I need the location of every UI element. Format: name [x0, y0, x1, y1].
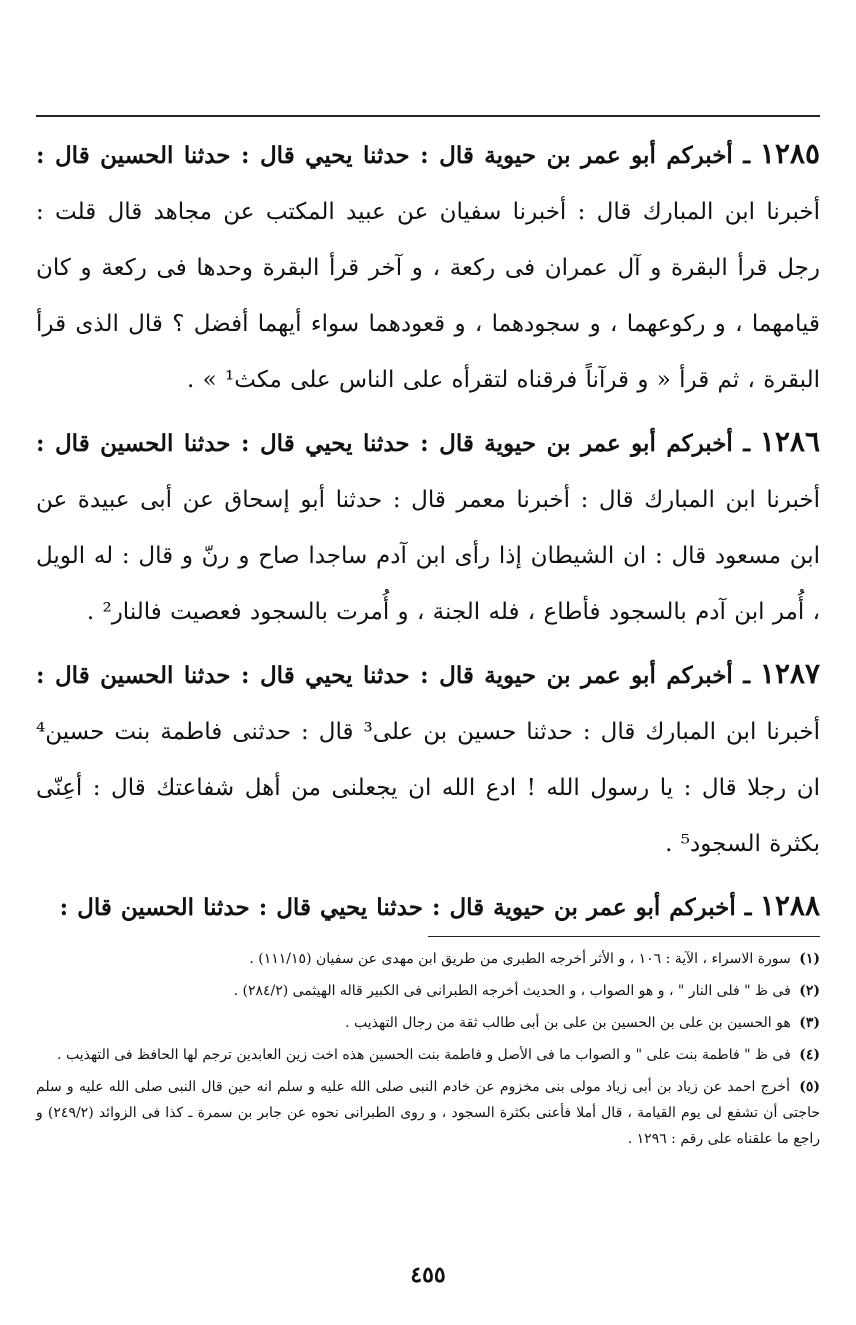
footnote-mark: (١)	[799, 951, 820, 967]
hadith-number: ١٢٨٦	[759, 425, 820, 458]
footnote	[36, 1010, 820, 1036]
footnote-text: سورة الاسراء ، الآية : ١٠٦ ، و الأثر أخرجه الطبرى من طريق ابن مهدى عن سفيان (١١١/١٥) .	[249, 951, 791, 967]
footnote-mark: (٣)	[799, 1015, 820, 1031]
hadith-text: أخبرنا ابن المبارك قال : أخبرنا معمر قال : حدثنا أبو إسحاق عن أبى عبيدة عن ابن مسعود قال : ان الشيطان إذا رأى ابن آدم ساجدا صاح و رنّ و قال : له الويل ، أُمر ابن آدم بالسجود فأطاع ، فله الجنة ، و أُمرت بالسجود فعصيت فالنار² .	[36, 487, 820, 625]
footnote-text: فى ظ " فلى النار " ، و هو الصواب ، و الحديث أخرجه الطبرانى فى الكبير قاله الهيثمى (٢٨٤/٢) .	[233, 983, 791, 999]
footnote-text: فى ظ " فاطمة بنت على " و الصواب ما فى الأصل و فاطمة بنت الحسين هذه اخت زين العابدين ترجم لها الحافظ فى التهذيب .	[57, 1047, 791, 1063]
hadith-entry: ١٢٨٥ ـ أخبركم أبو عمر بن حيوية قال : حدثنا يحيي قال : حدثنا الحسين قال : أخبرنا ابن المبارك قال : أخبرنا سفيان عن عبيد المكتب عن مجاهد قال قلت : رجل قرأ البقرة و آل عمران فى ركعة ، و آخر قرأ البقرة وحدها فى ركعة و كان قيامهما ، و ركوعهما ، و سجودهما ، و قعودهما سواء أيهما أفضل ؟ قال الذى قرأ البقرة ، ثم قرأ « و قرآناً فرقناه لتقرأه على الناس على مكث¹ » .	[36, 137, 820, 393]
main-text	[36, 126, 820, 942]
hadith-number: ١٢٨٨	[759, 889, 820, 922]
footnote-mark: (٢)	[799, 983, 820, 999]
hadith-lead: أخبركم أبو عمر بن حيوية قال : حدثنا يحيي قال : حدثنا الحسين قال :	[36, 662, 733, 689]
header-rule	[36, 115, 820, 117]
hadith-lead: أخبركم أبو عمر بن حيوية قال : حدثنا يحيي قال : حدثنا الحسين قال :	[36, 430, 733, 457]
hadith-text: أخبرنا ابن المبارك قال : حدثنا حسين بن على³ قال : حدثنى فاطمة بنت حسين⁴ ان رجلا قال : يا رسول الله ! ادع الله ان يجعلنى من أهل شفاعتك قال : أعِنّى بكثرة السجود⁵ .	[36, 719, 820, 857]
hadith-text: أخبرنا ابن المبارك قال : أخبرنا سفيان عن عبيد المكتب عن مجاهد قال قلت : رجل قرأ البقرة و آل عمران فى ركعة ، و آخر قرأ البقرة وحدها فى ركعة و كان قيامهما ، و ركوعهما ، و سجودهما ، و قعودهما سواء أيهما أفضل ؟ قال الذى قرأ البقرة ، ثم قرأ « و قرآناً فرقناه لتقرأه على الناس على مكث¹ » .	[36, 199, 820, 393]
footnote	[36, 1042, 820, 1068]
footnote-text: أخرج احمد عن زياد بن أبى زياد مولى بنى مخزوم عن خادم النبى صلى الله عليه و سلم انه حين قال النبى صلى الله عليه و سلم حاجتى أن تشفع لى يوم القيامة ، قال أملا فأعنى بكثرة السجود ، و روى الطبرانى نحوه عن جابر بن سمرة ـ كذا فى الزوائد (٢٤٩/٢) و راجع ما علقناه على رقم : ١٢٩٦ .	[36, 1079, 820, 1147]
footnote	[36, 946, 820, 972]
footnote	[36, 1074, 820, 1152]
footnote	[36, 978, 820, 1004]
hadith-number: ١٢٨٧	[759, 657, 820, 690]
footnote-text: هو الحسين بن على بن الحسين بن على بن أبى طالب ثقة من رجال التهذيب .	[345, 1015, 791, 1031]
hadith-entry: ١٢٨٦ ـ أخبركم أبو عمر بن حيوية قال : حدثنا يحيي قال : حدثنا الحسين قال : أخبرنا ابن المبارك قال : أخبرنا معمر قال : حدثنا أبو إسحاق عن أبى عبيدة عن ابن مسعود قال : ان الشيطان إذا رأى ابن آدم ساجدا صاح و رنّ و قال : له الويل ، أُمر ابن آدم بالسجود فأطاع ، فله الجنة ، و أُمرت بالسجود فعصيت فالنار² .	[36, 425, 820, 625]
footnotes	[36, 944, 820, 1158]
hadith-number: ١٢٨٥	[759, 137, 820, 170]
footnote-mark: (٥)	[799, 1079, 820, 1095]
hadith-entry: ١٢٨٧ ـ أخبركم أبو عمر بن حيوية قال : حدثنا يحيي قال : حدثنا الحسين قال : أخبرنا ابن المبارك قال : حدثنا حسين بن على³ قال : حدثنى فاطمة بنت حسين⁴ ان رجلا قال : يا رسول الله ! ادع الله ان يجعلنى من أهل شفاعتك قال : أعِنّى بكثرة السجود⁵ .	[36, 657, 820, 857]
footnote-mark: (٤)	[799, 1047, 820, 1063]
footnote-rule	[428, 936, 820, 937]
hadith-lead: أخبركم أبو عمر بن حيوية قال : حدثنا يحيي قال : حدثنا الحسين قال :	[59, 894, 736, 921]
hadith-entry: ١٢٨٨ ـ أخبركم أبو عمر بن حيوية قال : حدثنا يحيي قال : حدثنا الحسين قال :	[59, 889, 820, 922]
hadith-lead: أخبركم أبو عمر بن حيوية قال : حدثنا يحيي قال : حدثنا الحسين قال :	[36, 142, 733, 169]
page-number: ٤٥٥	[410, 1262, 446, 1288]
